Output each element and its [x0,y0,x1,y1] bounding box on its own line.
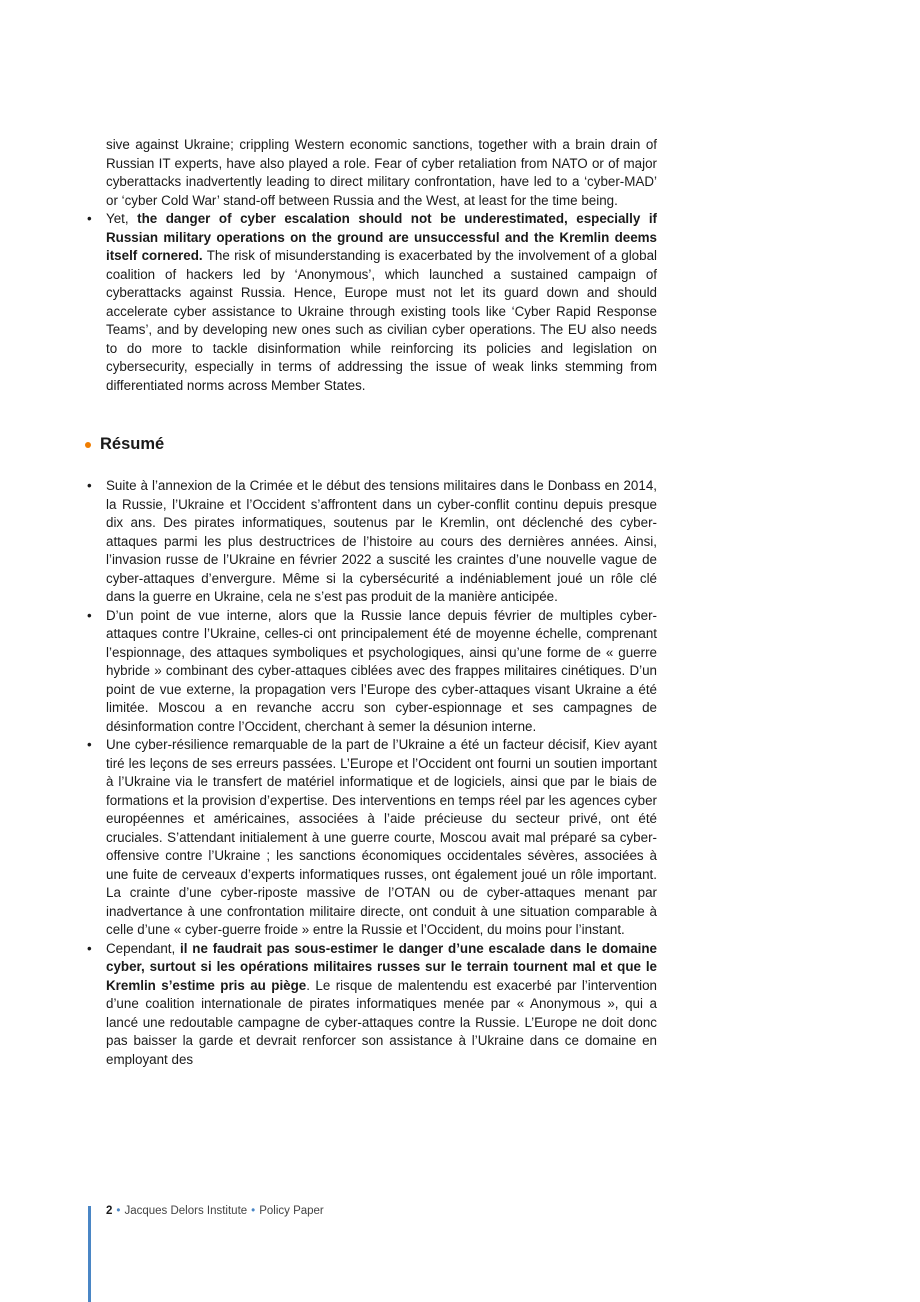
publisher-name: Jacques Delors Institute [124,1205,248,1217]
footer-separator: • [116,1205,121,1217]
bullet-text: Une cyber-résilience remarquable de la part de l’Ukraine a été un facteur décisif, Kiev ayant tiré les leçons de ses erreurs passées. L’Europe et l’Occident ont fourni un soutien important à l’Ukraine via le transfert de matériel informatique et de logiciels, ainsi que par le biais de formations et la provision d’expertise. Des interventions en temps réel par les agences cyber européennes et américaines, associées à l’aide précieuse du secteur privé, ont été cruciales. S’attendant initialement à une guerre courte, Moscou avait mal préparé sa cyber-offensive contre l’Ukraine ; les sanctions économiques occidentales sévères, associées à une fuite de cerveaux d’experts informatiques russes, ont également joué un rôle important. La crainte d’une cyber-riposte massive de l’OTAN ou de cyber-attaques menant par inadvertance à une confrontation militaire directe, ont conduit à une situation comparable à celle d’une « cyber-guerre froide » entre la Russie et l’Occident, du moins pour l’instant. [106,737,657,937]
main-content [100,136,658,1069]
bullet-text-post: . Le risque de malentendu est exacerbé par l’intervention d’une coalition internationale de pirates informatiques menée par « Anonymous », qui a lancé une redoutable campagne de cyber-attaques contre la Russie. L’Europe ne doit donc pas baisser la garde et devrait renforcer son assistance à l’Ukraine dans ce domaine en employant des [106,977,657,1067]
bullet-text-bold: the danger of cyber escalation should not be underestimated, especially if Russian military operations on the ground are unsuccessful and the Kremlin deems itself cornered. [106,211,658,263]
list-item [106,477,657,607]
bullet-text-post: The risk of misunderstanding is exacerbated by the involvement of a global coalition of hackers led by ‘Anonymous’, which launched a sustained campaign of cyberattacks against Russia. Hence, Europe must not let its guard down and should accelerate cyber assistance to Ukraine through existing tools like ‘Cyber Rapid Response Teams’, and by developing new ones such as civilian cyber operations. The EU also needs to do more to tackle disinformation while reinforcing its policies and legislation on cybersecurity, especially in terms of addressing the issue of weak links stemming from differentiated norms across Member States. [106,248,657,393]
list-item [106,607,657,737]
page-footer [106,1205,324,1217]
bullet-text-pre: Yet, [106,211,138,226]
publication-type: Policy Paper [259,1205,324,1217]
section-heading [85,433,657,455]
page-number: 2 [106,1205,113,1217]
bullet-text: D’un point de vue interne, alors que la Russie lance depuis février de multiples cyber-attaques contre l’Ukraine, celles-ci ont principalement été de moyenne échelle, comprenant l’espionnage, des attaques symboliques et psychologiques, ainsi qu’une forme de « guerre hybride » combinant des cyber-attaques ciblées avec des frappes militaires cinétiques. D’un point de vue externe, la propagation vers l’Europe des cyber-attaques visant Ukraine a été limitée. Moscou a en revanche accru son cyber-espionnage et ses campagnes de désinformation contre l’Occident, cherchant à semer la désunion interne. [106,607,657,734]
bullet-text-pre: Cependant, [106,940,181,956]
intro-paragraph: sive against Ukraine; crippling Western economic sanctions, together with a brain drain of Russian IT experts, have also played a role. Fear of cyber retaliation from NATO or of major cyberattacks inadvertently leading to direct military confrontation, have led to a ‘cyber-MAD’ or ‘cyber Cold War’ stand-off between Russia and the West, at least for the time being. [106,137,657,208]
footer-separator: • [251,1205,256,1217]
bullet-text: Suite à l’annexion de la Crimée et le début des tensions militaires dans le Donbass en 2014, la Russie, l’Ukraine et l’Occident s’affrontent dans un cyber-conflit continu depuis presque dix ans. Des pirates informatiques, soutenus par le Kremlin, ont déclenché des cyber-attaques parmi les plus destructrices de l’histoire au cours des dernières années. Ainsi, l’invasion russe de l’Ukraine en février 2022 a suscité les craintes d’une nouvelle vague de cyber-attaques d’envergure. Même si la cybersécurité a indéniablement joué un rôle clé dans la guerre en Ukraine, cela ne s’est pas produit de la manière anticipée. [106,478,657,604]
footer-accent-bar [88,1206,91,1302]
list-item [106,210,657,395]
list-item [106,940,657,1070]
english-bullet-list [106,210,657,395]
resume-bullet-list [106,477,657,1069]
bullet-dot-icon [85,442,91,448]
section-heading-text: Résumé [100,435,165,453]
bullet-text-bold: il ne faudrait pas sous-estimer le danger d’une escalade dans le domaine cyber, surtout si les opérations militaires russes sur le terrain tournent mal et que le Kremlin s’estime pris au piège [106,940,657,993]
list-item [106,736,657,940]
